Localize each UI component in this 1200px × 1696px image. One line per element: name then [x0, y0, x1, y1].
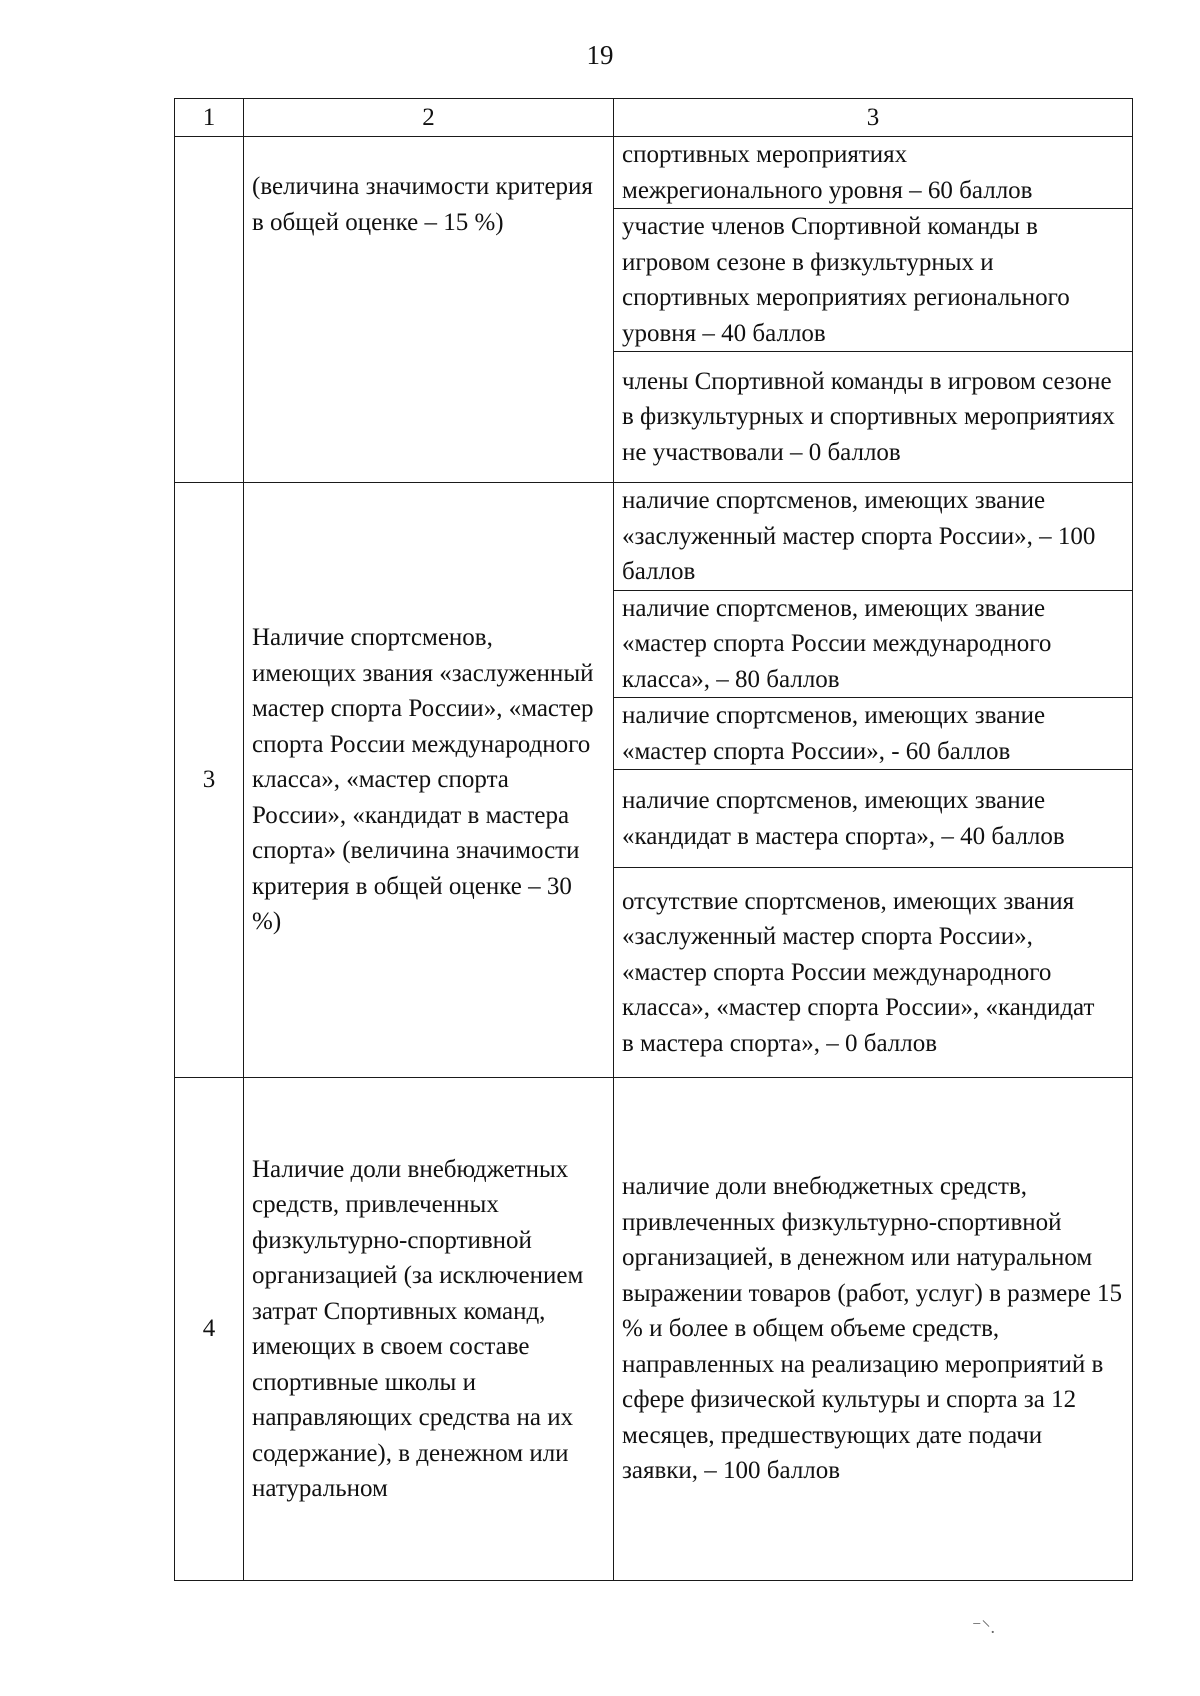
table-row-3 — [175, 483, 1133, 591]
score-option-cell: наличие доли внебюджетных средств, привлеченных физкультурно-спортивной организацией, в денежном или натуральном выражении товаров (работ, услуг) в размере 15 % и более в общем объеме средств, направленных на реализацию мероприятий в сфере физической культуры и спорта за 12 месяцев, предшествующих дате подачи заявки, – 100 баллов — [614, 1078, 1133, 1581]
score-option-cell: наличие спортсменов, имеющих звание «мастер спорта России», - 60 баллов — [614, 698, 1133, 770]
row-number-cell: 4 — [175, 1078, 244, 1581]
criterion-cell: Наличие спортсменов, имеющих звания «заслуженный мастер спорта России», «мастер спорта России международного класса», «мастер спорта России», «кандидат в мастера спорта» (величина значимости критерия в общей оценке – 30 %) — [244, 483, 614, 1078]
criterion-cell — [244, 137, 614, 483]
score-option-cell: члены Спортивной команды в игровом сезоне в физкультурных и спортивных мероприятиях не участвовали – 0 баллов — [614, 352, 1133, 483]
column-header-1: 1 — [175, 99, 244, 137]
row-number-cell: 3 — [175, 483, 244, 1078]
page-number: 19 — [586, 40, 614, 70]
table-row-continued — [175, 137, 1133, 209]
score-option-cell: наличие спортсменов, имеющих звание «мастер спорта России международного класса», – 80 баллов — [614, 590, 1133, 698]
table-header-row — [175, 99, 1133, 137]
score-option-cell: отсутствие спортсменов, имеющих звания «заслуженный мастер спорта России», «мастер спорта России международного класса», «мастер спорта России», «кандидат в мастера спорта», – 0 баллов — [614, 868, 1133, 1078]
score-option-cell: участие членов Спортивной команды в игровом сезоне в физкультурных и спортивных мероприятиях регионального уровня – 40 баллов — [614, 209, 1133, 352]
score-option-cell: спортивных мероприятиях межрегионального уровня – 60 баллов — [614, 137, 1133, 209]
column-header-2: 2 — [244, 99, 614, 137]
criterion-cell: Наличие доли внебюджетных средств, привлеченных физкультурно-спортивной организацией (за исключением затрат Спортивных команд, имеющих в своем составе спортивные школы и направляющих средства на их содержание), в денежном или натуральном — [244, 1078, 614, 1581]
table-row-4 — [175, 1078, 1133, 1581]
criteria-table — [174, 98, 1133, 1581]
column-header-3: 3 — [614, 99, 1133, 137]
criterion-text: (величина значимости критерия в общей оценке – 15 %) — [252, 173, 593, 236]
score-option-cell: наличие спортсменов, имеющих звание «заслуженный мастер спорта России», – 100 баллов — [614, 483, 1133, 591]
scan-artifact: ⁻⸌. — [972, 1617, 996, 1637]
row-number-cell — [175, 137, 244, 483]
score-option-cell: наличие спортсменов, имеющих звание «кандидат в мастера спорта», – 40 баллов — [614, 770, 1133, 868]
